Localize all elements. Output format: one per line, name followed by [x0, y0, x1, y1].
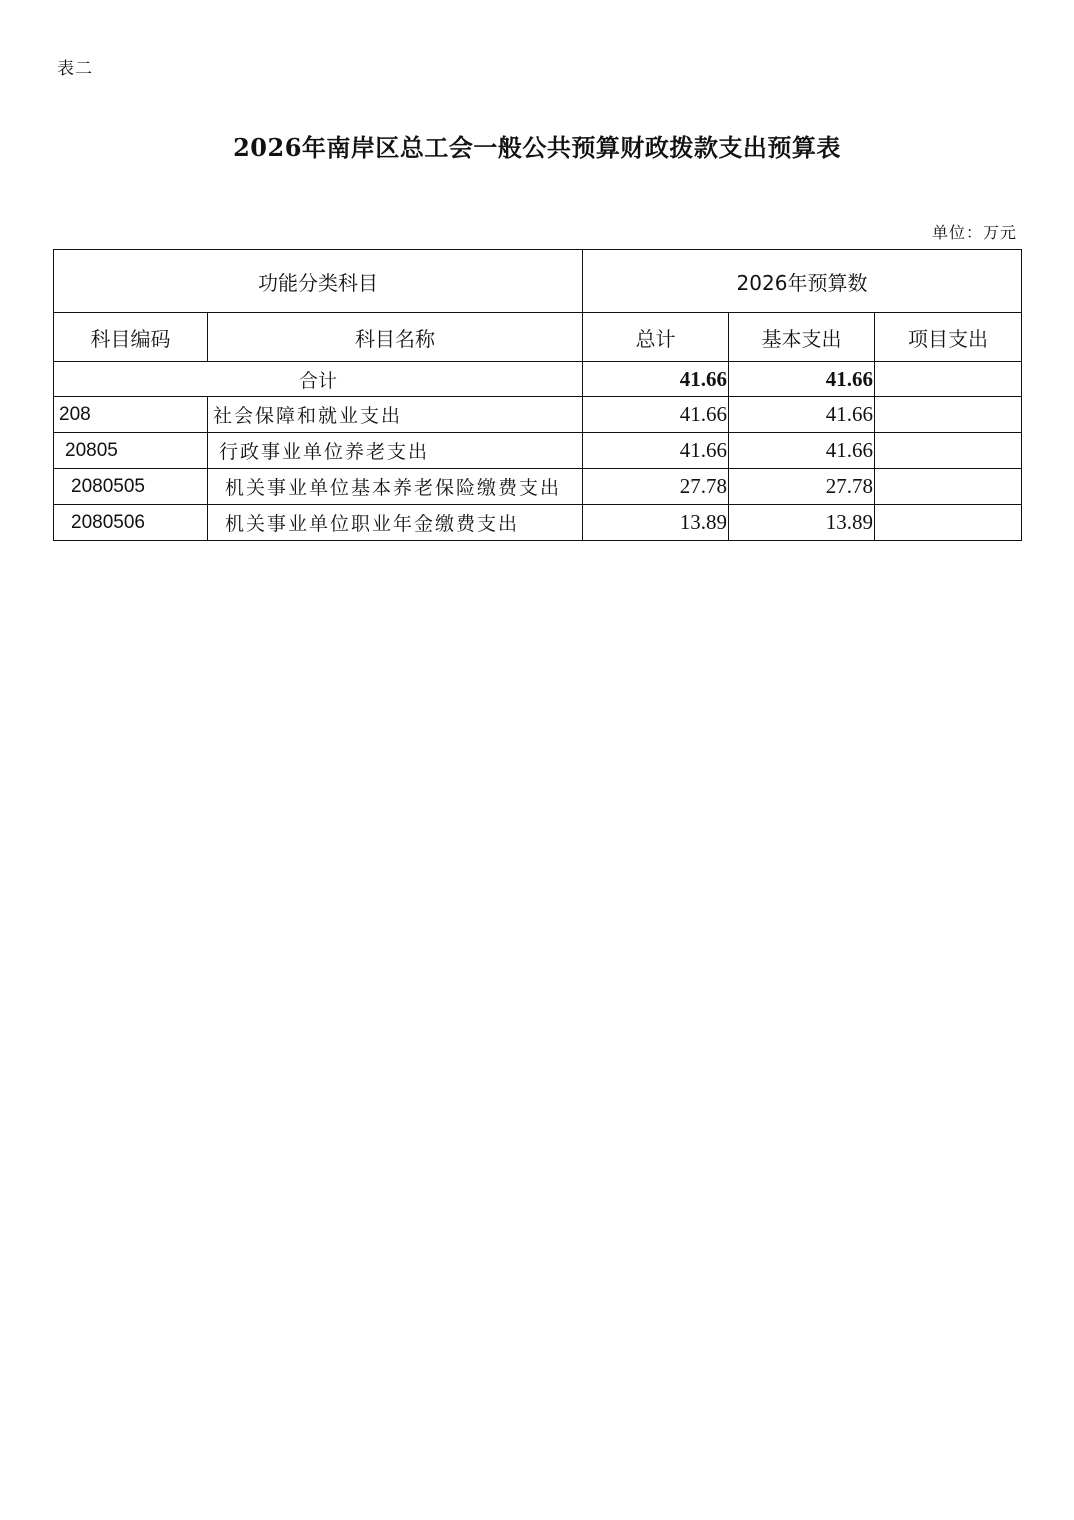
column-header-row: [54, 313, 1022, 362]
header-functional-classification: 功能分类科目: [54, 250, 583, 313]
budget-table: [53, 249, 1022, 541]
cell-total: 13.89: [583, 505, 729, 541]
header-group-row: [54, 250, 1022, 313]
column-header-basic: 基本支出: [729, 313, 875, 362]
column-header-code: 科目编码: [54, 313, 208, 362]
total-cell-total: 41.66: [583, 362, 729, 397]
cell-name: 机关事业单位职业年金缴费支出: [208, 505, 583, 541]
cell-name: 行政事业单位养老支出: [208, 433, 583, 469]
table-row: [54, 433, 1022, 469]
cell-project: [875, 469, 1022, 505]
table-row: [54, 469, 1022, 505]
cell-code: 2080505: [54, 469, 208, 505]
total-cell-project: [875, 362, 1022, 397]
cell-code: 208: [54, 397, 208, 433]
total-label: 合计: [54, 362, 583, 397]
page-title: 2026年南岸区总工会一般公共预算财政拨款支出预算表: [233, 133, 841, 162]
header-budget-2026: 2026年预算数: [583, 250, 1022, 313]
cell-code: 2080506: [54, 505, 208, 541]
cell-name: 社会保障和就业支出: [208, 397, 583, 433]
total-cell-basic: 41.66: [729, 362, 875, 397]
cell-project: [875, 505, 1022, 541]
cell-project: [875, 397, 1022, 433]
cell-basic: 41.66: [729, 433, 875, 469]
cell-name: 机关事业单位基本养老保险缴费支出: [208, 469, 583, 505]
column-header-project: 项目支出: [875, 313, 1022, 362]
cell-basic: 27.78: [729, 469, 875, 505]
total-row: [54, 362, 1022, 397]
sheet-tag: 表二: [57, 59, 93, 79]
cell-basic: 41.66: [729, 397, 875, 433]
cell-basic: 13.89: [729, 505, 875, 541]
unit-note: 单位：万元: [931, 223, 1017, 242]
cell-total: 41.66: [583, 397, 729, 433]
cell-code: 20805: [54, 433, 208, 469]
column-header-name: 科目名称: [208, 313, 583, 362]
table-row: [54, 397, 1022, 433]
cell-project: [875, 433, 1022, 469]
table-row: [54, 505, 1022, 541]
cell-total: 41.66: [583, 433, 729, 469]
cell-total: 27.78: [583, 469, 729, 505]
column-header-total: 总计: [583, 313, 729, 362]
